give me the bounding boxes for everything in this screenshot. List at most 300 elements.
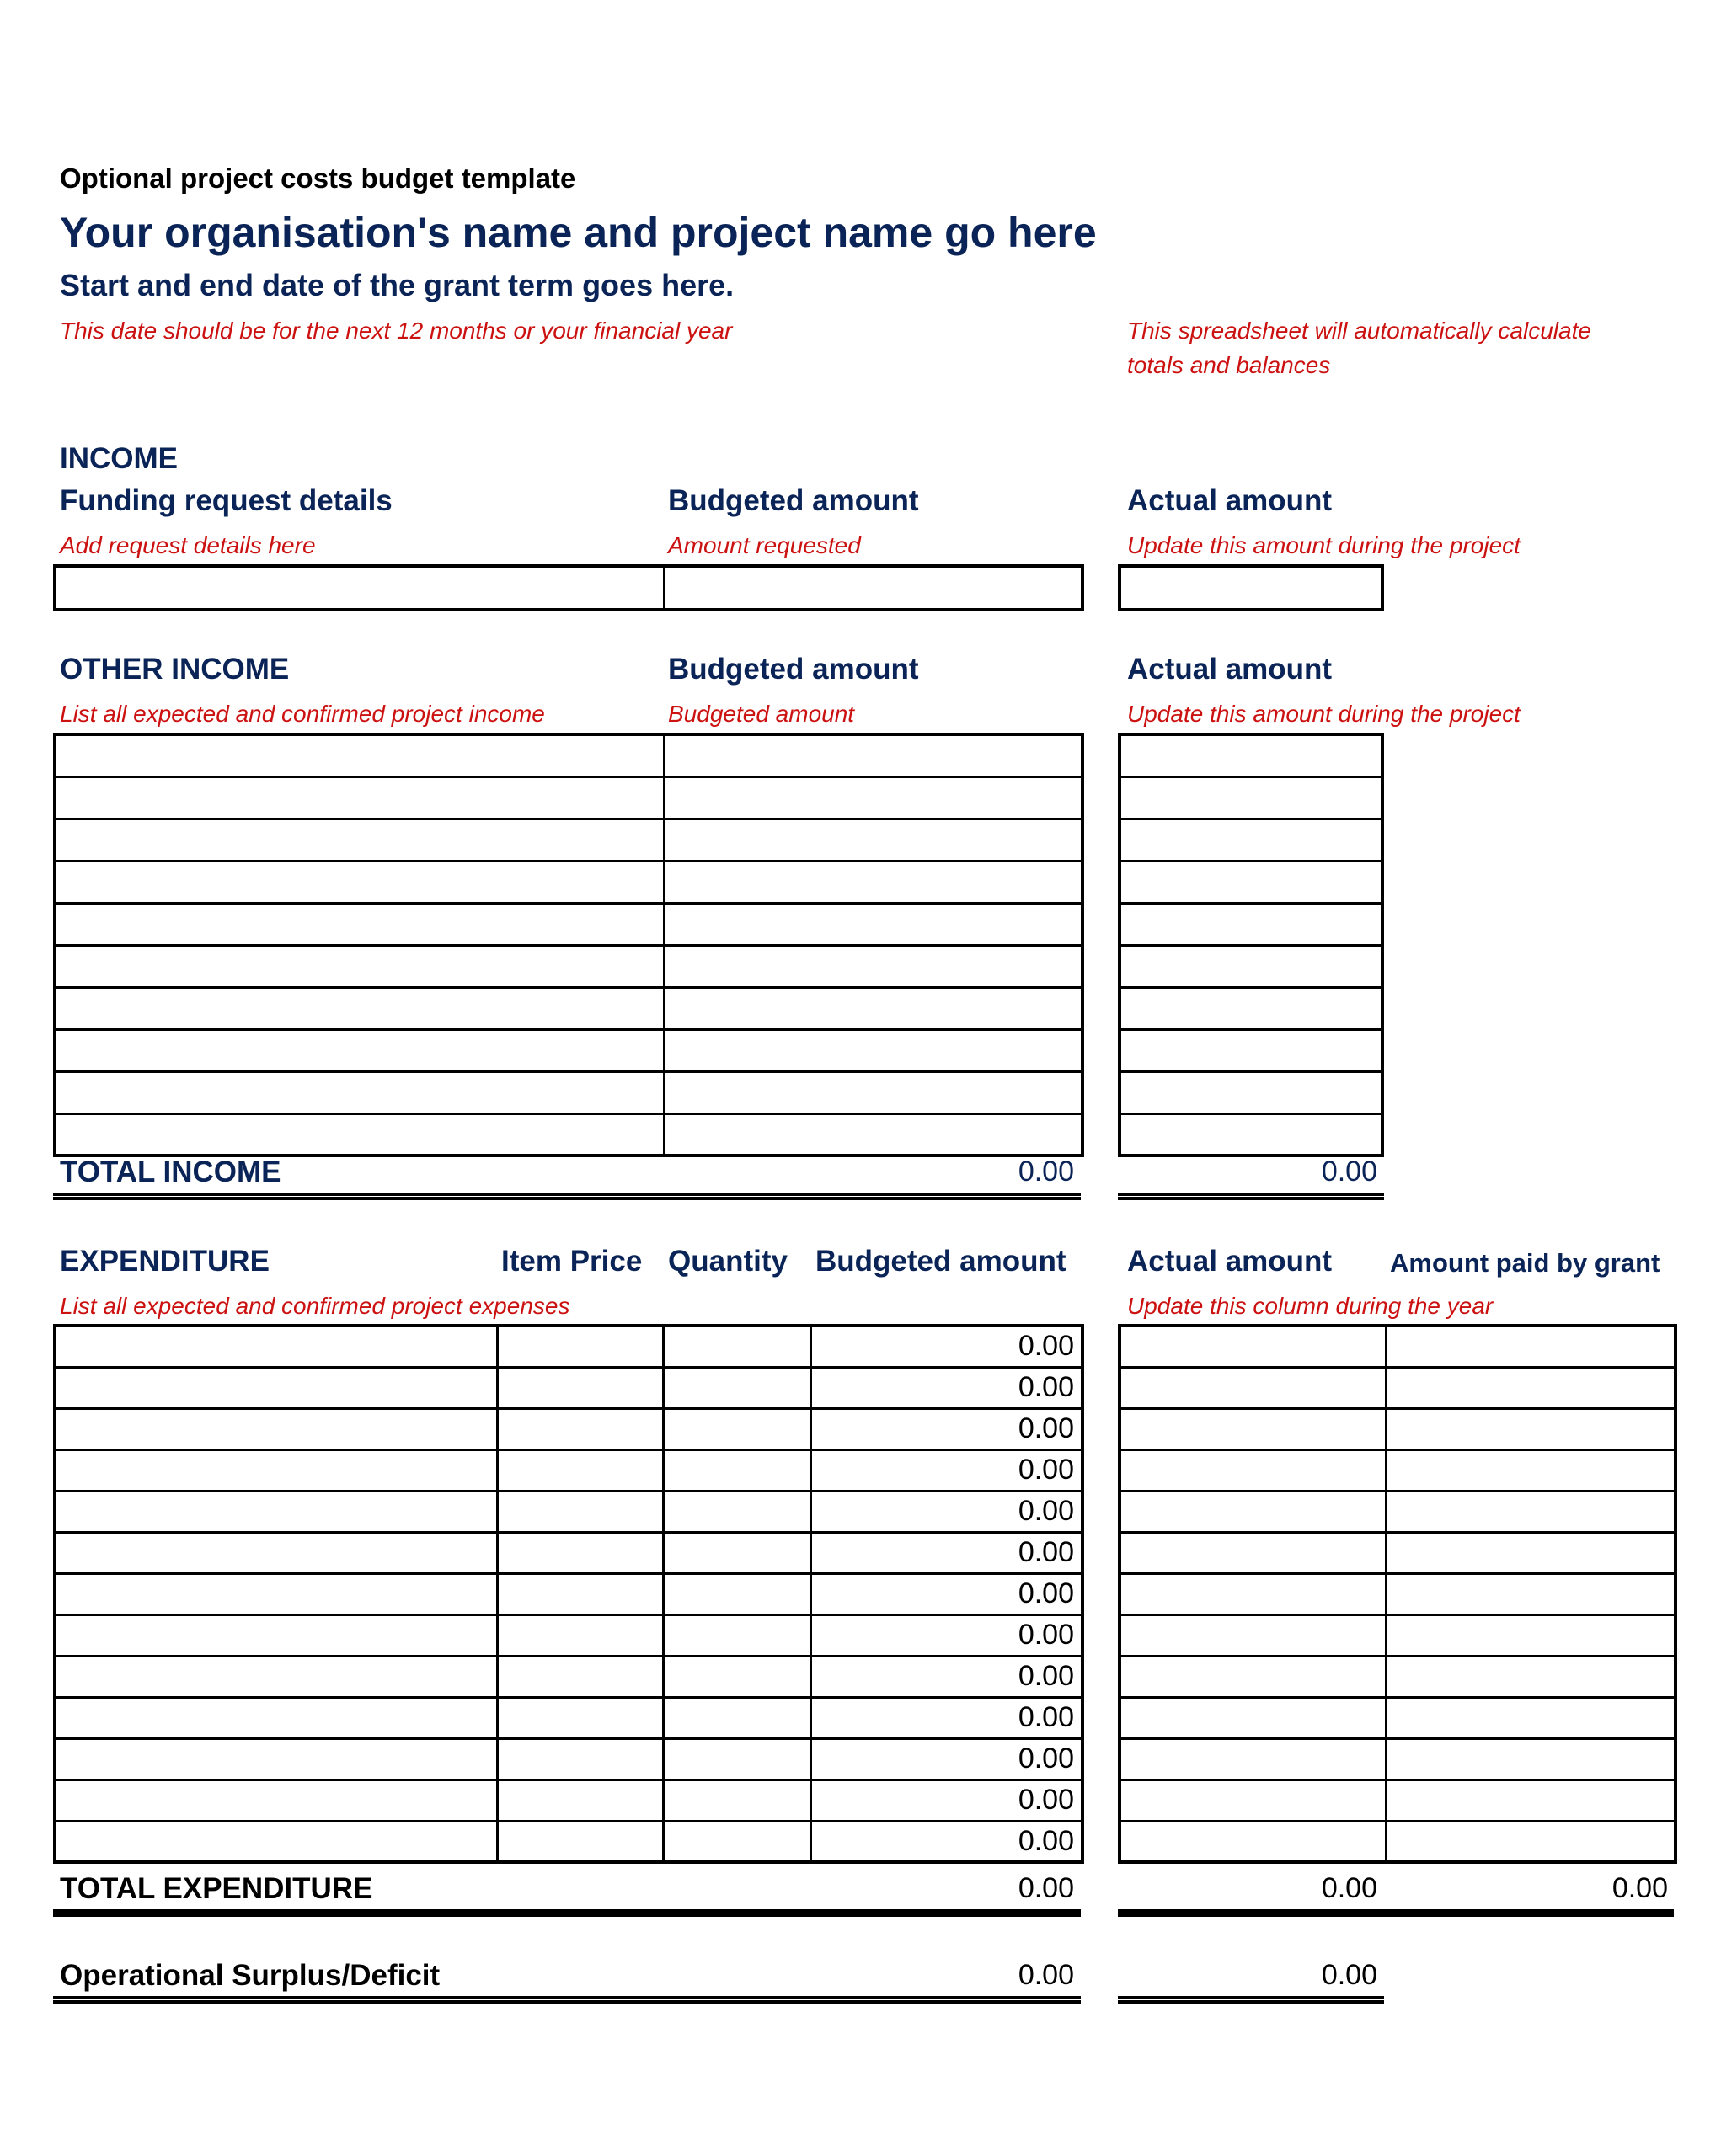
other-income-actual-row: [1120, 945, 1382, 987]
expenditure-quantity-cell[interactable]: [663, 1367, 810, 1408]
total-expenditure-actual: 0.00: [1321, 1872, 1377, 1904]
expenditure-details-cell[interactable]: [55, 1532, 497, 1573]
other-income-actual-cell[interactable]: [1120, 987, 1382, 1029]
expenditure-item-price-input[interactable]: [505, 1450, 659, 1491]
other-income-actual-row: [1120, 1071, 1382, 1113]
expenditure-item-price-cell[interactable]: [497, 1656, 663, 1697]
other-income-details-cell[interactable]: [55, 1113, 664, 1155]
total-income-actual-double-underline: [1118, 1193, 1384, 1200]
expenditure-quantity-input[interactable]: [671, 1780, 806, 1821]
expenditure-details-input[interactable]: [63, 1326, 493, 1367]
expenditure-details-cell[interactable]: [55, 1573, 497, 1614]
expenditure-item-price-input[interactable]: [505, 1409, 659, 1449]
expenditure-item-price-input[interactable]: [505, 1368, 659, 1408]
expenditure-item-price-cell[interactable]: [497, 1573, 663, 1614]
expenditure-paid-by-grant-cell[interactable]: [1386, 1614, 1676, 1656]
expenditure-hint-details: List all expected and confirmed project expenses: [60, 1293, 570, 1319]
surplus-actual: 0.00: [1321, 1959, 1377, 1991]
other-income-row: [55, 776, 1082, 819]
expenditure-details-cell[interactable]: [55, 1780, 497, 1821]
expenditure-row: [55, 1326, 1082, 1367]
total-income-label: TOTAL INCOME: [60, 1155, 281, 1188]
auto-calc-note-line2: totals and balances: [1127, 352, 1331, 378]
expenditure-details-cell[interactable]: [55, 1738, 497, 1780]
other-income-details-cell[interactable]: [55, 1029, 664, 1071]
other-income-actual-input[interactable]: [1128, 1072, 1377, 1113]
other-income-row: [55, 987, 1082, 1029]
other-income-row: [55, 945, 1082, 987]
other-income-row: [55, 903, 1082, 945]
expenditure-paid-by-grant-cell[interactable]: [1386, 1821, 1676, 1862]
expenditure-actual-row: [1120, 1697, 1676, 1738]
expenditure-budgeted-cell[interactable]: 0.00: [810, 1491, 1082, 1532]
auto-calc-note-line1: This spreadsheet will automatically calculate: [1127, 318, 1591, 344]
expenditure-actual-cell[interactable]: [1120, 1408, 1386, 1449]
expenditure-section-title: EXPENDITURE: [60, 1245, 270, 1278]
expenditure-actual-input[interactable]: [1128, 1326, 1382, 1367]
total-expenditure-double-underline: [53, 1909, 1081, 1917]
other-income-details-input[interactable]: [63, 862, 660, 903]
expenditure-actual-input[interactable]: [1128, 1450, 1382, 1491]
expenditure-actual-cell[interactable]: [1120, 1656, 1386, 1697]
other-income-actual-input[interactable]: [1128, 777, 1377, 819]
expenditure-item-price-input[interactable]: [505, 1739, 659, 1780]
other-income-actual-row: [1120, 734, 1382, 776]
income-actual-table: [1118, 564, 1384, 611]
expenditure-row: [55, 1656, 1082, 1697]
other-income-budgeted-input[interactable]: [672, 862, 1078, 903]
expenditure-details-cell[interactable]: [55, 1326, 497, 1367]
expenditure-quantity-cell[interactable]: [663, 1408, 810, 1449]
expenditure-item-price-cell[interactable]: [497, 1738, 663, 1780]
other-income-actual-row: [1120, 903, 1382, 945]
expenditure-quantity-input[interactable]: [671, 1739, 806, 1780]
expenditure-quantity-input[interactable]: [671, 1822, 806, 1862]
other-income-details-input[interactable]: [63, 1030, 660, 1071]
expenditure-actual-cell[interactable]: [1120, 1367, 1386, 1408]
expenditure-details-input[interactable]: [63, 1822, 493, 1862]
expenditure-paid-by-grant-cell[interactable]: [1386, 1656, 1676, 1697]
other-income-hint-details: List all expected and confirmed project income: [60, 701, 545, 727]
surplus-double-underline: [53, 1996, 1081, 2004]
expenditure-budgeted-cell[interactable]: 0.00: [810, 1532, 1082, 1573]
expenditure-actual-input[interactable]: [1128, 1492, 1382, 1532]
other-income-details-input[interactable]: [63, 735, 660, 776]
expenditure-details-input[interactable]: [63, 1739, 493, 1780]
expenditure-paid-by-grant-cell[interactable]: [1386, 1367, 1676, 1408]
other-income-budgeted-input[interactable]: [672, 946, 1078, 987]
total-income-double-underline: [53, 1193, 1081, 1200]
expenditure-actual-row: [1120, 1491, 1676, 1532]
expenditure-item-price-cell[interactable]: [497, 1367, 663, 1408]
expenditure-actual-row: [1120, 1614, 1676, 1656]
total-expenditure-label: TOTAL EXPENDITURE: [60, 1872, 373, 1905]
income-actual-input[interactable]: [1128, 567, 1377, 609]
income-budgeted-cell[interactable]: [664, 566, 1082, 610]
other-income-actual-cell[interactable]: [1120, 819, 1382, 861]
expenditure-paid-by-grant-input[interactable]: [1394, 1368, 1671, 1408]
expenditure-item-price-cell[interactable]: [497, 1449, 663, 1491]
other-income-actual-cell[interactable]: [1120, 945, 1382, 987]
expenditure-actual-row: [1120, 1367, 1676, 1408]
expenditure-row: [55, 1449, 1082, 1491]
expenditure-details-input[interactable]: [63, 1615, 493, 1656]
other-income-details-cell[interactable]: [55, 945, 664, 987]
expenditure-col-paid-by-grant: Amount paid by grant: [1390, 1248, 1660, 1278]
other-income-row: [55, 1071, 1082, 1113]
expenditure-quantity-input[interactable]: [671, 1409, 806, 1449]
expenditure-actual-cell[interactable]: [1120, 1326, 1386, 1367]
income-section-title: INCOME: [60, 442, 178, 475]
other-income-budgeted-input[interactable]: [672, 777, 1078, 819]
other-income-details-input[interactable]: [63, 1072, 660, 1113]
expenditure-item-price-input[interactable]: [505, 1780, 659, 1821]
expenditure-budgeted-cell[interactable]: 0.00: [810, 1614, 1082, 1656]
expenditure-details-cell[interactable]: [55, 1614, 497, 1656]
expenditure-quantity-cell[interactable]: [663, 1738, 810, 1780]
expenditure-quantity-cell[interactable]: [663, 1697, 810, 1738]
expenditure-paid-by-grant-input[interactable]: [1394, 1450, 1671, 1491]
expenditure-details-cell[interactable]: [55, 1656, 497, 1697]
expenditure-actual-input[interactable]: [1128, 1368, 1382, 1408]
expenditure-budgeted-cell[interactable]: 0.00: [810, 1738, 1082, 1780]
expenditure-details-cell[interactable]: [55, 1408, 497, 1449]
expenditure-actual-cell[interactable]: [1120, 1821, 1386, 1862]
other-income-actual-input[interactable]: [1128, 946, 1377, 987]
other-income-budgeted-input[interactable]: [672, 1114, 1078, 1155]
expenditure-paid-by-grant-cell[interactable]: [1386, 1532, 1676, 1573]
expenditure-actual-input[interactable]: [1128, 1533, 1382, 1573]
expenditure-details-cell[interactable]: [55, 1697, 497, 1738]
other-income-row: [55, 861, 1082, 903]
other-income-actual-cell[interactable]: [1120, 734, 1382, 776]
expenditure-quantity-cell[interactable]: [663, 1780, 810, 1821]
expenditure-actual-row: [1120, 1449, 1676, 1491]
income-col-details: Funding request details: [60, 484, 393, 517]
expenditure-actual-input[interactable]: [1128, 1657, 1382, 1697]
expenditure-details-input[interactable]: [63, 1409, 493, 1449]
expenditure-actual-input[interactable]: [1128, 1739, 1382, 1780]
expenditure-paid-by-grant-input[interactable]: [1394, 1615, 1671, 1656]
income-actual-cell[interactable]: [1120, 566, 1382, 610]
other-income-row: [55, 1113, 1082, 1155]
expenditure-details-input[interactable]: [63, 1492, 493, 1532]
expenditure-item-price-input[interactable]: [505, 1574, 659, 1614]
other-income-actual-cell[interactable]: [1120, 903, 1382, 945]
expenditure-quantity-cell[interactable]: [663, 1614, 810, 1656]
expenditure-paid-by-grant-cell[interactable]: [1386, 1738, 1676, 1780]
expenditure-actual-cell[interactable]: [1120, 1532, 1386, 1573]
expenditure-quantity-input[interactable]: [671, 1657, 806, 1697]
other-income-actual-input[interactable]: [1128, 862, 1377, 903]
expenditure-item-price-input[interactable]: [505, 1698, 659, 1738]
other-income-actual-cell[interactable]: [1120, 1071, 1382, 1113]
income-hint-details: Add request details here: [60, 532, 316, 558]
expenditure-quantity-input[interactable]: [671, 1492, 806, 1532]
expenditure-budgeted-cell[interactable]: 0.00: [810, 1326, 1082, 1367]
expenditure-paid-by-grant-input[interactable]: [1394, 1326, 1671, 1367]
expenditure-item-price-input[interactable]: [505, 1615, 659, 1656]
expenditure-details-input[interactable]: [63, 1368, 493, 1408]
expenditure-actual-cell[interactable]: [1120, 1780, 1386, 1821]
income-budgeted-input[interactable]: [672, 567, 1078, 609]
expenditure-actual-input[interactable]: [1128, 1615, 1382, 1656]
other-income-actual-input[interactable]: [1128, 819, 1377, 861]
expenditure-actual-cell[interactable]: [1120, 1449, 1386, 1491]
expenditure-item-price-cell[interactable]: [497, 1408, 663, 1449]
expenditure-quantity-cell[interactable]: [663, 1449, 810, 1491]
other-income-row: [55, 1029, 1082, 1071]
expenditure-details-input[interactable]: [63, 1698, 493, 1738]
other-income-actual-row: [1120, 819, 1382, 861]
other-income-actual-row: [1120, 1029, 1382, 1071]
expenditure-col-item-price: Item Price: [501, 1245, 643, 1278]
expenditure-row: [55, 1491, 1082, 1532]
other-income-section-title: OTHER INCOME: [60, 653, 290, 686]
expenditure-actual-row: [1120, 1532, 1676, 1573]
other-income-budgeted-input[interactable]: [672, 735, 1078, 776]
expenditure-quantity-input[interactable]: [671, 1615, 806, 1656]
expenditure-item-price-input[interactable]: [505, 1492, 659, 1532]
expenditure-budgeted-cell[interactable]: 0.00: [810, 1367, 1082, 1408]
other-income-details-cell[interactable]: [55, 819, 664, 861]
other-income-budgeted-cell[interactable]: [664, 1071, 1082, 1113]
expenditure-quantity-input[interactable]: [671, 1326, 806, 1367]
expenditure-row: [55, 1697, 1082, 1738]
expenditure-actual-input[interactable]: [1128, 1698, 1382, 1738]
other-income-actual-cell[interactable]: [1120, 861, 1382, 903]
other-income-details-input[interactable]: [63, 819, 660, 861]
expenditure-item-price-input[interactable]: [505, 1657, 659, 1697]
total-income-budgeted: 0.00: [1018, 1155, 1074, 1187]
other-income-actual-input[interactable]: [1128, 1030, 1377, 1071]
expenditure-paid-by-grant-input[interactable]: [1394, 1533, 1671, 1573]
other-income-actual-row: [1120, 987, 1382, 1029]
expenditure-item-price-input[interactable]: [505, 1533, 659, 1573]
total-expenditure-paid-by-grant: 0.00: [1611, 1872, 1668, 1904]
expenditure-paid-by-grant-input[interactable]: [1394, 1409, 1671, 1449]
expenditure-quantity-input[interactable]: [671, 1450, 806, 1491]
expenditure-item-price-cell[interactable]: [497, 1821, 663, 1862]
expenditure-quantity-cell[interactable]: [663, 1821, 810, 1862]
expenditure-paid-by-grant-cell[interactable]: [1386, 1780, 1676, 1821]
expenditure-quantity-input[interactable]: [671, 1698, 806, 1738]
expenditure-paid-by-grant-cell[interactable]: [1386, 1326, 1676, 1367]
expenditure-item-price-cell[interactable]: [497, 1326, 663, 1367]
expenditure-actual-row: [1120, 1738, 1676, 1780]
expenditure-paid-by-grant-cell[interactable]: [1386, 1408, 1676, 1449]
surplus-actual-double-underline: [1118, 1996, 1384, 2004]
other-income-details-input[interactable]: [63, 904, 660, 945]
expenditure-row: [55, 1821, 1082, 1862]
income-row: [55, 566, 1082, 610]
expenditure-item-price-cell[interactable]: [497, 1491, 663, 1532]
other-income-actual-cell[interactable]: [1120, 776, 1382, 819]
term-title[interactable]: Start and end date of the grant term goes here.: [60, 268, 735, 302]
expenditure-actual-input[interactable]: [1128, 1822, 1382, 1862]
other-income-details-input[interactable]: [63, 1114, 660, 1155]
expenditure-paid-by-grant-input[interactable]: [1394, 1822, 1671, 1862]
expenditure-item-price-cell[interactable]: [497, 1532, 663, 1573]
other-income-details-cell[interactable]: [55, 1071, 664, 1113]
other-income-details-input[interactable]: [63, 777, 660, 819]
expenditure-budgeted-cell[interactable]: 0.00: [810, 1656, 1082, 1697]
other-income-actual-input[interactable]: [1128, 904, 1377, 945]
other-income-budgeted-cell[interactable]: [664, 1029, 1082, 1071]
surplus-budgeted: 0.00: [1018, 1959, 1074, 1991]
expenditure-paid-by-grant-cell[interactable]: [1386, 1697, 1676, 1738]
income-details-input[interactable]: [63, 567, 660, 609]
expenditure-paid-by-grant-input[interactable]: [1394, 1574, 1671, 1614]
other-income-details-cell[interactable]: [55, 861, 664, 903]
expenditure-quantity-input[interactable]: [671, 1574, 806, 1614]
other-income-budgeted-input[interactable]: [672, 819, 1078, 861]
expenditure-actual-table: [1118, 1324, 1677, 1864]
expenditure-details-cell[interactable]: [55, 1491, 497, 1532]
other-income-budgeted-cell[interactable]: [664, 776, 1082, 819]
expenditure-actual-row: [1120, 1656, 1676, 1697]
other-income-actual-row: [1120, 776, 1382, 819]
expenditure-quantity-cell[interactable]: [663, 1491, 810, 1532]
other-income-budgeted-input[interactable]: [672, 904, 1078, 945]
expenditure-details-input[interactable]: [63, 1450, 493, 1491]
expenditure-details-input[interactable]: [63, 1533, 493, 1573]
other-income-row: [55, 819, 1082, 861]
expenditure-details-cell[interactable]: [55, 1367, 497, 1408]
other-income-actual-table: [1118, 733, 1384, 1157]
expenditure-row: [55, 1738, 1082, 1780]
expenditure-paid-by-grant-input[interactable]: [1394, 1780, 1671, 1821]
expenditure-paid-by-grant-cell[interactable]: [1386, 1573, 1676, 1614]
other-income-actual-input[interactable]: [1128, 988, 1377, 1029]
other-income-actual-cell[interactable]: [1120, 1113, 1382, 1155]
expenditure-actual-input[interactable]: [1128, 1780, 1382, 1821]
other-income-col-budgeted: Budgeted amount: [668, 653, 919, 686]
expenditure-actual-cell[interactable]: [1120, 1614, 1386, 1656]
expenditure-paid-by-grant-input[interactable]: [1394, 1739, 1671, 1780]
expenditure-row: [55, 1367, 1082, 1408]
expenditure-col-quantity: Quantity: [668, 1245, 788, 1278]
expenditure-row: [55, 1780, 1082, 1821]
other-income-details-input[interactable]: [63, 988, 660, 1029]
other-income-actual-input[interactable]: [1128, 1114, 1377, 1155]
expenditure-table: [53, 1324, 1084, 1864]
expenditure-actual-cell[interactable]: [1120, 1573, 1386, 1614]
total-income-actual: 0.00: [1321, 1155, 1377, 1187]
other-income-budgeted-input[interactable]: [672, 1072, 1078, 1113]
other-income-budgeted-cell[interactable]: [664, 1113, 1082, 1155]
expenditure-paid-by-grant-input[interactable]: [1394, 1657, 1671, 1697]
other-income-details-cell[interactable]: [55, 734, 664, 776]
other-income-actual-cell[interactable]: [1120, 1029, 1382, 1071]
other-income-budgeted-cell[interactable]: [664, 945, 1082, 987]
other-income-details-input[interactable]: [63, 946, 660, 987]
expenditure-quantity-cell[interactable]: [663, 1573, 810, 1614]
expenditure-actual-row: [1120, 1821, 1676, 1862]
expenditure-actual-row: [1120, 1573, 1676, 1614]
other-income-actual-row: [1120, 861, 1382, 903]
expenditure-actual-cell[interactable]: [1120, 1738, 1386, 1780]
other-income-hint-actual: Update this amount during the project: [1127, 701, 1521, 727]
expenditure-quantity-cell[interactable]: [663, 1532, 810, 1573]
expenditure-item-price-input[interactable]: [505, 1326, 659, 1367]
expenditure-quantity-cell[interactable]: [663, 1326, 810, 1367]
expenditure-row: [55, 1614, 1082, 1656]
expenditure-item-price-cell[interactable]: [497, 1697, 663, 1738]
other-income-actual-input[interactable]: [1128, 735, 1377, 776]
other-income-col-actual: Actual amount: [1127, 653, 1333, 686]
expenditure-details-input[interactable]: [63, 1780, 493, 1821]
expenditure-budgeted-cell[interactable]: 0.00: [810, 1573, 1082, 1614]
expenditure-item-price-input[interactable]: [505, 1822, 659, 1862]
other-income-budgeted-cell[interactable]: [664, 819, 1082, 861]
expenditure-details-cell[interactable]: [55, 1821, 497, 1862]
other-income-budgeted-cell[interactable]: [664, 734, 1082, 776]
other-income-details-cell[interactable]: [55, 987, 664, 1029]
expenditure-budgeted-cell[interactable]: 0.00: [810, 1697, 1082, 1738]
total-expenditure-budgeted: 0.00: [1018, 1872, 1074, 1904]
other-income-budgeted-cell[interactable]: [664, 861, 1082, 903]
expenditure-paid-by-grant-cell[interactable]: [1386, 1449, 1676, 1491]
expenditure-paid-by-grant-input[interactable]: [1394, 1698, 1671, 1738]
expenditure-budgeted-cell[interactable]: 0.00: [810, 1408, 1082, 1449]
expenditure-details-input[interactable]: [63, 1657, 493, 1697]
expenditure-col-actual: Actual amount: [1127, 1245, 1333, 1278]
expenditure-paid-by-grant-cell[interactable]: [1386, 1491, 1676, 1532]
other-income-details-cell[interactable]: [55, 903, 664, 945]
other-income-budgeted-input[interactable]: [672, 1030, 1078, 1071]
surplus-label: Operational Surplus/Deficit: [60, 1959, 441, 1992]
expenditure-col-budgeted: Budgeted amount: [815, 1245, 1066, 1278]
expenditure-actual-row: [1120, 1780, 1676, 1821]
expenditure-budgeted-cell[interactable]: 0.00: [810, 1449, 1082, 1491]
expenditure-actual-input[interactable]: [1128, 1409, 1382, 1449]
income-details-cell[interactable]: [55, 566, 664, 610]
expenditure-item-price-cell[interactable]: [497, 1780, 663, 1821]
other-income-hint-budgeted: Budgeted amount: [668, 701, 855, 727]
income-hint-budgeted: Amount requested: [668, 532, 861, 558]
expenditure-row: [55, 1573, 1082, 1614]
template-label: Optional project costs budget template: [60, 163, 576, 194]
expenditure-actual-cell[interactable]: [1120, 1697, 1386, 1738]
expenditure-quantity-input[interactable]: [671, 1533, 806, 1573]
expenditure-quantity-cell[interactable]: [663, 1656, 810, 1697]
other-income-budgeted-cell[interactable]: [664, 987, 1082, 1029]
other-income-actual-row: [1120, 1113, 1382, 1155]
income-actual-row: [1120, 566, 1382, 610]
other-income-budgeted-cell[interactable]: [664, 903, 1082, 945]
expenditure-item-price-cell[interactable]: [497, 1614, 663, 1656]
expenditure-paid-by-grant-input[interactable]: [1394, 1492, 1671, 1532]
expenditure-details-cell[interactable]: [55, 1449, 497, 1491]
expenditure-budgeted-cell[interactable]: 0.00: [810, 1821, 1082, 1862]
expenditure-row: [55, 1408, 1082, 1449]
other-income-table: [53, 733, 1084, 1157]
other-income-budgeted-input[interactable]: [672, 988, 1078, 1029]
expenditure-quantity-input[interactable]: [671, 1368, 806, 1408]
income-col-budgeted: Budgeted amount: [668, 484, 919, 517]
expenditure-actual-input[interactable]: [1128, 1574, 1382, 1614]
org-title[interactable]: Your organisation's name and project name go here: [60, 209, 1097, 256]
income-table: [53, 564, 1084, 611]
other-income-details-cell[interactable]: [55, 776, 664, 819]
income-col-actual: Actual amount: [1127, 484, 1333, 517]
expenditure-budgeted-cell[interactable]: 0.00: [810, 1780, 1082, 1821]
expenditure-details-input[interactable]: [63, 1574, 493, 1614]
expenditure-actual-cell[interactable]: [1120, 1491, 1386, 1532]
date-hint: This date should be for the next 12 months or your financial year: [60, 318, 733, 344]
expenditure-hint-actual: Update this column during the year: [1127, 1293, 1494, 1319]
